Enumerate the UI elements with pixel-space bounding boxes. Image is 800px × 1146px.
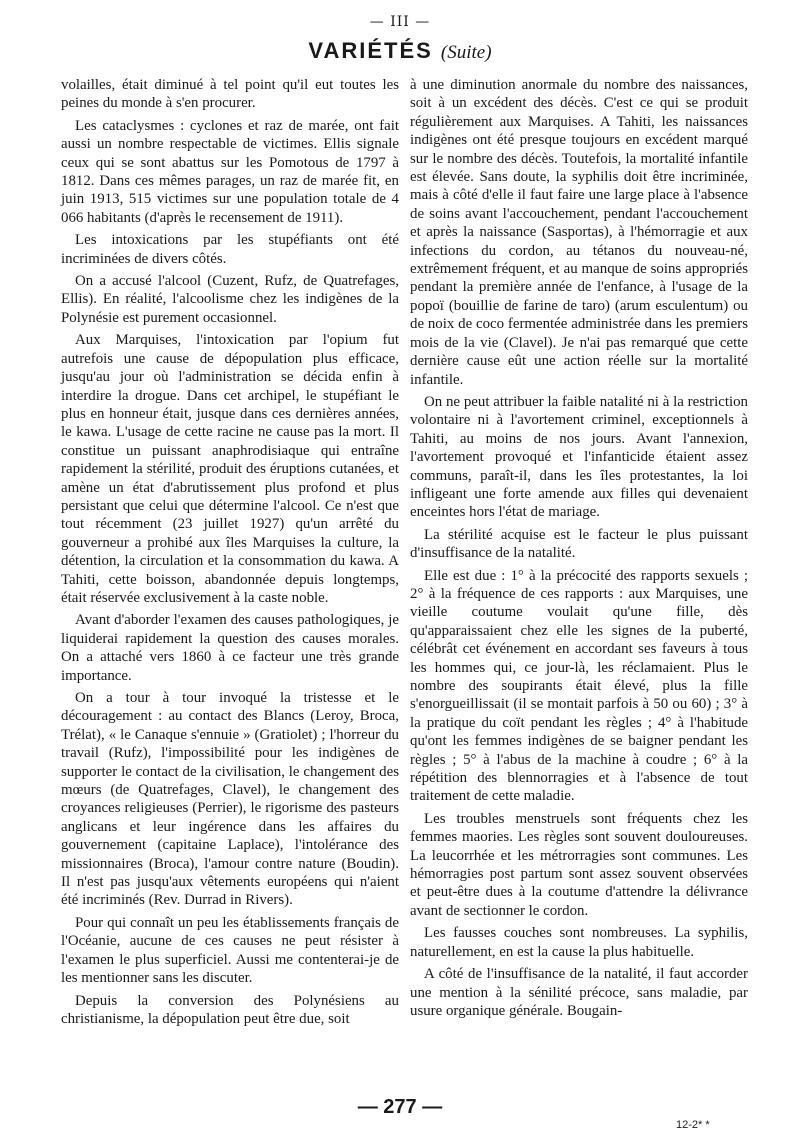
- section-title-text: VARIÉTÉS: [308, 38, 433, 63]
- paragraph: Elle est due : 1° à la précocité des rapports sexuels ; 2° à la fréquence de ces rapports : aux Marquises, une vieille coutume voulait qu'une fille, dès qu'apparaissaient chez elle les signes de la puberté, célébrât cet événement en accordant ses faveurs à tous les hommes qui, ce jour-là, les réclamaient. Plus le nombre des soupirants était élevé, plus la fille s'enorgueillissait (il se montait parfois à 50 ou 60) ; 3° à la pratique du coït pendant les règles ; 4° à l'habitude qu'ont les femmes indigènes de se baigner pendant les règles ; 5° à l'abus de la machine à coudre ; 6° à la répétition des blennorragies et à l'absence de tout traitement de cette maladie.: [410, 567, 748, 805]
- printer-signature-mark: 12-2* *: [676, 1119, 710, 1131]
- paragraph: Les cataclysmes : cyclones et raz de marée, ont fait aussi un nombre respectable de victimes. Ellis signale ceux qui se sont abattus sur les Pomotous de 1797 à 1812. Dans ces mêmes parages, un raz de marée fit, en juin 1913, 515 victimes sur une population totale de 4 066 habitants (d'après le recensement de 1911).: [61, 117, 399, 226]
- paragraph: Les intoxications par les stupéfiants ont été incriminées de divers côtés.: [61, 232, 399, 267]
- section-title-suffix: (Suite): [440, 42, 492, 63]
- left-column: [61, 76, 399, 1028]
- paragraph: à une diminution anormale du nombre des naissances, soit à un excédent des décès. C'est ce qui se produit régulièrement aux Marquises. A Tahiti, les naissances indigènes ont été presque toujours en excédent marqué sur le nombre des décès. Toutefois, la mortalité infantile est élevée. Sans doute, la syphilis doit être incriminée, mais à côté d'elle il faut faire une large place à l'absence de soins avant l'accouchement, pendant l'accouchement et après la naissance (Sasportas), à l'hémorragie et aux infections du cordon, au tétanos du nouveau-né, extrêmement fréquent, et au manque de soins appropriés pendant la première année de l'enfance, à l'usage de la popoï (bouillie de farine de taro) (arum esculentum) ou de noix de coco fermentée administrée dans les premiers mois de la vie (Clavel). Je n'ai pas remarqué que cette dernière cause eût une action réelle sur la mortalité infantile.: [410, 77, 748, 388]
- paragraph: Les troubles menstruels sont fréquents chez les femmes maories. Les règles sont souvent douloureuses. La leucorrhée et les métrorragies sont communes. Les hémorragies post partum sont assez souvent observées et peut-être dues à la coutume d'attendre la délivrance avant de sectionner le cordon.: [410, 810, 748, 919]
- page-number: — 277 —: [357, 1096, 443, 1118]
- paragraph: On a tour à tour invoqué la tristesse et le découragement : au contact des Blancs (Leroy, Broca, Trélat), « le Canaque s'ennuie » (Gratiolet) ; l'horreur du travail (Rufz), l'impossibilité pour les indigènes de supporter le contact de la civilisation, le changement des mœurs (de Quatrefages, Clavel), le changement des croyances religieuses (Perrier), le rigorisme des pasteurs anglicans et leur ingérence dans les affaires du gouvernement (capitaine Laplace), l'intolérance des missionnaires (Broca), l'amour contre nature (Boudin). Il n'est pas jusqu'aux vêtements européens qui n'aient été incriminés (Rev. Durrad in Rivers).: [61, 690, 399, 909]
- paragraph: Depuis la conversion des Polynésiens au christianisme, la dépopulation peut être due, soit: [61, 992, 399, 1027]
- paragraph: A côté de l'insuffisance de la natalité, il faut accorder une mention à la sénilité précoce, sans maladie, par usure organique générale. Bougain-: [410, 966, 748, 1019]
- paragraph: On a accusé l'alcool (Cuzent, Rufz, de Quatrefages, Ellis). En réalité, l'alcoolisme chez les indigènes de la Polynésie est purement occasionnel.: [61, 273, 399, 326]
- paragraph: On ne peut attribuer la faible natalité ni à la restriction volontaire ni à l'avortement criminel, exceptionnels à Tahiti, au moins de nos jours. Avant l'annexion, l'avortement provoqué et l'infanticide étaient assez communs, paraît-il, dans les îles protestantes, la loi infligeant une forte amende aux filles qui devenaient enceintes hors l'état de mariage.: [410, 393, 748, 521]
- paragraph: Pour qui connaît un peu les établissements français de l'Océanie, aucune de ces causes ne peut résister à l'examen le plus superficiel. Aussi me contenterai-je de les mentionner sans les discuter.: [61, 914, 399, 987]
- paragraph: Aux Marquises, l'intoxication par l'opium fut autrefois une cause de dépopulation plus efficace, jusqu'au jour où l'administration se décida enfin à interdire la drogue. Dans cet archipel, le stupéfiant le plus en honneur était, jusque dans ces dernières années, le kawa. L'usage de cette racine ne cause pas la mort. Il constitue un puissant anaphrodisiaque qui entraîne rapidement la stérilité, produit des éruptions cutanées, et amène un état d'abrutissement plus profond et plus persistant que celui que détermine l'alcool. Ce n'est que tout récemment (23 juillet 1927) qu'un arrêté du gouverneur a prohibé aux îles Marquises la culture, la détention, la circulation et la consommation du kawa. A Tahiti, cette boisson, abandonnée depuis longtemps, était réservée exclusivement à la caste noble.: [61, 332, 399, 606]
- running-head: — III —: [369, 14, 431, 30]
- paragraph: Avant d'aborder l'examen des causes pathologiques, je liquiderai rapidement la question des causes morales. On a attaché vers 1860 à ce facteur une très grande importance.: [61, 612, 399, 684]
- paragraph: La stérilité acquise est le facteur le plus puissant d'insuffisance de la natalité.: [410, 526, 748, 562]
- paragraph: Les fausses couches sont nombreuses. La syphilis, naturellement, en est la cause la plus habituelle.: [410, 925, 748, 960]
- section-title: [0, 38, 800, 64]
- right-column: [410, 76, 748, 1020]
- paragraph: volailles, était diminué à tel point qu'il eut toutes les peines du monde à s'en procurer.: [61, 77, 399, 112]
